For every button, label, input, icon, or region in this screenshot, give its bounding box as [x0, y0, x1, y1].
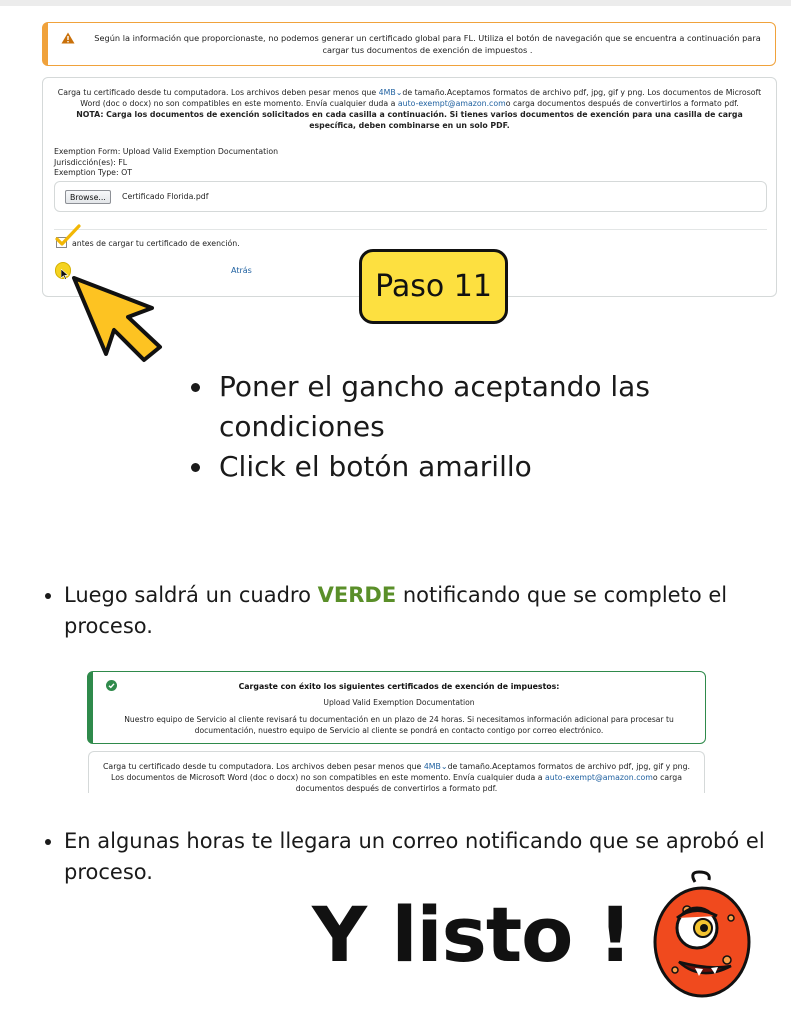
list-item: • Luego saldrá un cuadro VERDE notificando que se completo el proceso. [64, 580, 791, 642]
email-link[interactable]: auto-exempt@amazon.com [397, 99, 506, 108]
monster-mascot-icon [649, 870, 759, 1000]
divider [54, 229, 767, 230]
checkbox-label: antes de cargar tu certificado de exención. [72, 239, 240, 248]
step-badge: Paso 11 [359, 249, 508, 324]
list-item: • En algunas horas te llegara un correo notificando que se aprobó el proceso. [64, 826, 791, 888]
warning-alert [42, 22, 776, 66]
pointer-arrow-icon [68, 272, 168, 364]
success-item: Upload Valid Exemption Documentation [323, 698, 475, 707]
jurisdiction: Jurisdicción(es): FL [54, 157, 128, 167]
warning-icon [61, 32, 75, 44]
upload-instructions: Carga tu certificado desde tu computadora. Los archivos deben pesar menos que 4MB⌄de tamaño.Aceptamos formatos de archivo pdf, jpg, gif y png. Los documentos de Microsoft Word (doc o docx) no son compatibles en este momento. Envía cualquier duda a auto-exempt@amazon.como carga documentos después de convertirlos a formato pdf. NOTA: Carga los documentos de exención solicitados en cada casilla a continuación. Si tienes varios documentos de exención para una casilla de carga específica, deben combinarse en un solo PDF. [57, 88, 762, 130]
note-text: NOTA: Carga los documentos de exención solicitados en cada casilla a continuación. Si tienes varios documentos de exención para una casilla de carga específica, deben combinarse en un solo PDF. [76, 110, 743, 130]
step-instructions [183, 367, 735, 487]
final-heading: Y listo ! [312, 890, 632, 979]
chevron-down-icon[interactable]: ⌄ [440, 762, 448, 771]
exemption-type: Exemption Type: OT [54, 168, 132, 177]
success-alert [87, 671, 706, 744]
verde-highlight: VERDE [317, 583, 397, 607]
browse-button[interactable]: Browse... [65, 190, 111, 204]
selected-file-name: Certificado Florida.pdf [122, 192, 209, 201]
chevron-down-icon[interactable]: ⌄ [395, 88, 403, 97]
green-box-bullet [28, 580, 791, 642]
upload-instructions: Carga tu certificado desde tu computadora. Los archivos deben pesar menos que 4MB⌄de tamaño.Aceptamos formatos de archivo pdf, jpg, gif y png. Los documentos de Microsoft Word (doc o docx) no son compatibles en este momento. Envía cualquier duda a auto-exempt@amazon.como carga documentos después de convertirlos a formato pdf. [102, 762, 691, 793]
step-item: • Poner el gancho aceptando las condiciones [215, 367, 735, 447]
size-limit-link[interactable]: 4MB [378, 88, 396, 97]
file-upload-field [54, 181, 767, 212]
upload-card-preview [88, 751, 705, 793]
size-limit-link[interactable]: 4MB [423, 762, 441, 771]
warning-text: Según la información que proporcionaste, no podemos generar un certificado global para FL. Utiliza el botón de navegación que se encuentra a continuación para cargar tus documentos de exención de impuestos . [94, 33, 761, 55]
exemption-form: Exemption Form: Upload Valid Exemption Documentation [54, 147, 279, 156]
success-title: Cargaste con éxito los siguientes certificados de exención de impuestos: [238, 682, 560, 691]
step-item: • Click el botón amarillo [215, 447, 735, 487]
success-message: Nuestro equipo de Servicio al cliente revisará tu documentación en un plazo de 24 horas. Si necesitamos información adicional para procesar tu documentación, nuestro equipo de Servicio al cliente se pondrá en contacto contigo por correo electrónico. [124, 715, 674, 735]
email-link[interactable]: auto-exempt@amazon.com [545, 773, 653, 782]
top-strip [0, 0, 791, 6]
exemption-details [54, 147, 278, 179]
back-link[interactable]: Atrás [231, 266, 252, 275]
